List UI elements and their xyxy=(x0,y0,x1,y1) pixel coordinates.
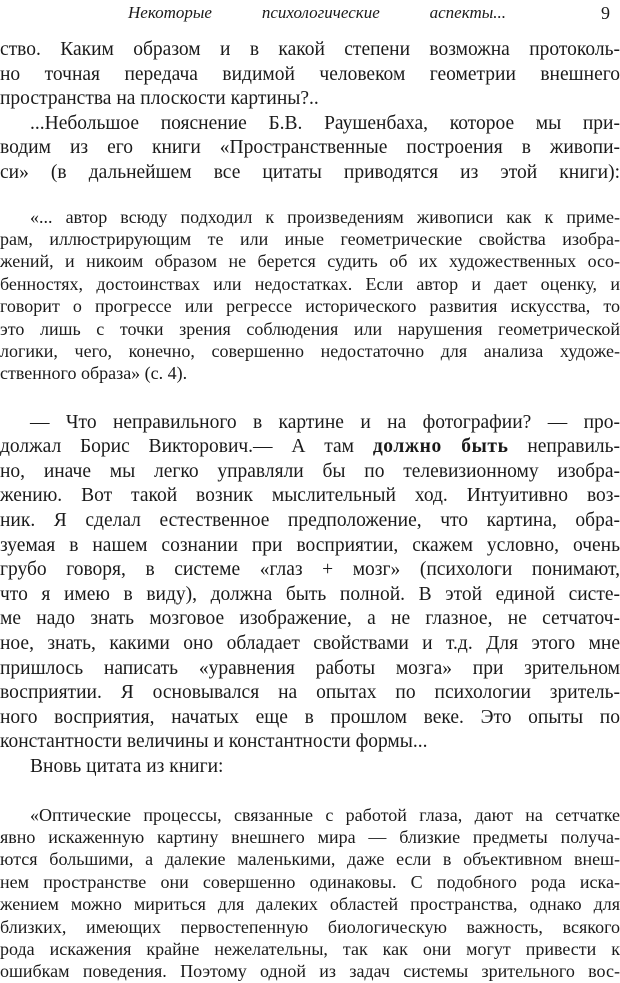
running-head-word: аспекты... xyxy=(429,3,506,22)
emphasis-text: должно быть xyxy=(372,436,509,458)
text-line: но точная передача видимой человеком геометрии внешнего xyxy=(0,63,620,85)
quote-line: близких, имеющих первостепенную биологическую важность, всякого xyxy=(0,916,620,937)
quote-line: ственного образа» (с. 4). xyxy=(0,363,188,384)
text-line: ство. Каким образом и в какой степени возможна протоколь- xyxy=(0,39,620,60)
running-head-word: психологические xyxy=(261,3,380,22)
quote-line: рам, иллюстрирующим те или иные геометрические свойства изобра- xyxy=(0,228,620,249)
text-line: восприятии. Я основывался на опытах по психологии зритель- xyxy=(0,682,620,704)
text-line: — Что неправильного в картине и на фотографии? — про- xyxy=(30,411,620,433)
quote-line: ются большими, а далекие маленькими, даже если в объективном внеш- xyxy=(0,849,620,870)
quote-line: ошибкам поведения. Поэтому одной из задач системы зрительного вос- xyxy=(0,961,620,982)
text-line: грубо говоря, в системе «глаз + мозг» (психологи понимают, xyxy=(0,559,620,581)
text-line: пришлось написать «уравнения работы мозга» при зрительном xyxy=(0,657,620,679)
quote-line: явно искаженную картину внешнего мира — близкие предметы получа- xyxy=(0,826,620,847)
text-line: водим из его книги «Пространственные построения в живопи- xyxy=(0,137,620,159)
running-head-word: Некоторые xyxy=(128,3,212,22)
quote-line: рода искажения крайне нежелательны, так как они могут привести к xyxy=(0,938,620,959)
text-line: что я имею в виду), должна быть полной. В этой единой систе- xyxy=(0,583,620,605)
text-line: но, иначе мы легко управляли бы по телевизионному изобра- xyxy=(0,460,620,482)
paragraph-dialogue xyxy=(0,411,620,755)
text-line: ное, знать, какими оно обладает свойствами и т.д. Для этого мне xyxy=(0,633,620,655)
text-line-emphasis: должал Борис Викторович.— А там должно быть неправиль- xyxy=(0,436,620,458)
quote-line: «Оптические процессы, связанные с работой глаза, дают на сетчатке xyxy=(30,804,620,825)
paragraph-continuation xyxy=(0,38,620,112)
page-header xyxy=(0,2,620,24)
quote-line: говорит о прогрессе или регрессе исторического развития искусства, то xyxy=(0,296,620,317)
page-number: 9 xyxy=(601,3,610,23)
paragraph-quote-intro xyxy=(0,755,620,780)
quote-line: нем пространстве они совершенно одинаковы. С подобного рода иска- xyxy=(0,871,620,892)
text-line: ник. Я сделал естественное предположение, что картина, обра- xyxy=(0,510,620,532)
text-line: ного восприятия, начатых еще в прошлом веке. Это опыты по xyxy=(0,706,620,728)
quote-line: бенностях, достоинствах или недостатках. Если автор и дает оценку, и xyxy=(0,273,620,294)
quote-line: жений, и никоим образом не берется судить об их художественных осо- xyxy=(0,251,620,272)
text-line: Вновь цитата из книги: xyxy=(30,756,224,777)
quote-line: это лишь с точки зрения соблюдения или нарушения геометрической xyxy=(0,318,620,339)
quote-line: жением можно мириться для далеких областей пространства, однако для xyxy=(0,894,620,915)
running-head xyxy=(128,2,506,24)
text-line: жению. Вот такой возник мыслительный ход. Интуитивно воз- xyxy=(0,485,620,507)
block-quote xyxy=(0,804,620,983)
quote-line: «... автор всюду подходил к произведениям живописи как к приме- xyxy=(30,206,620,227)
text-line: пространства на плоскости картины?.. xyxy=(0,88,319,110)
text-line: ...Небольшое пояснение Б.В. Раушенбаха, которое мы при- xyxy=(30,112,620,134)
text-line: зуемая в нашем сознании при восприятии, скажем условно, очень xyxy=(0,534,620,556)
paragraph-introduction xyxy=(0,112,620,186)
text-line: ме надо знать мозговое изображение, а не глазное, не сетчаточ- xyxy=(0,608,620,630)
page-content xyxy=(0,38,620,983)
text-line: константности величины и константности формы... xyxy=(0,731,428,753)
quote-line: логики, чего, конечно, совершенно недостаточно для анализа художе- xyxy=(0,340,620,361)
block-quote xyxy=(0,206,620,385)
text-line: си» (в дальнейшем все цитаты приводятся из этой книги): xyxy=(0,161,620,183)
